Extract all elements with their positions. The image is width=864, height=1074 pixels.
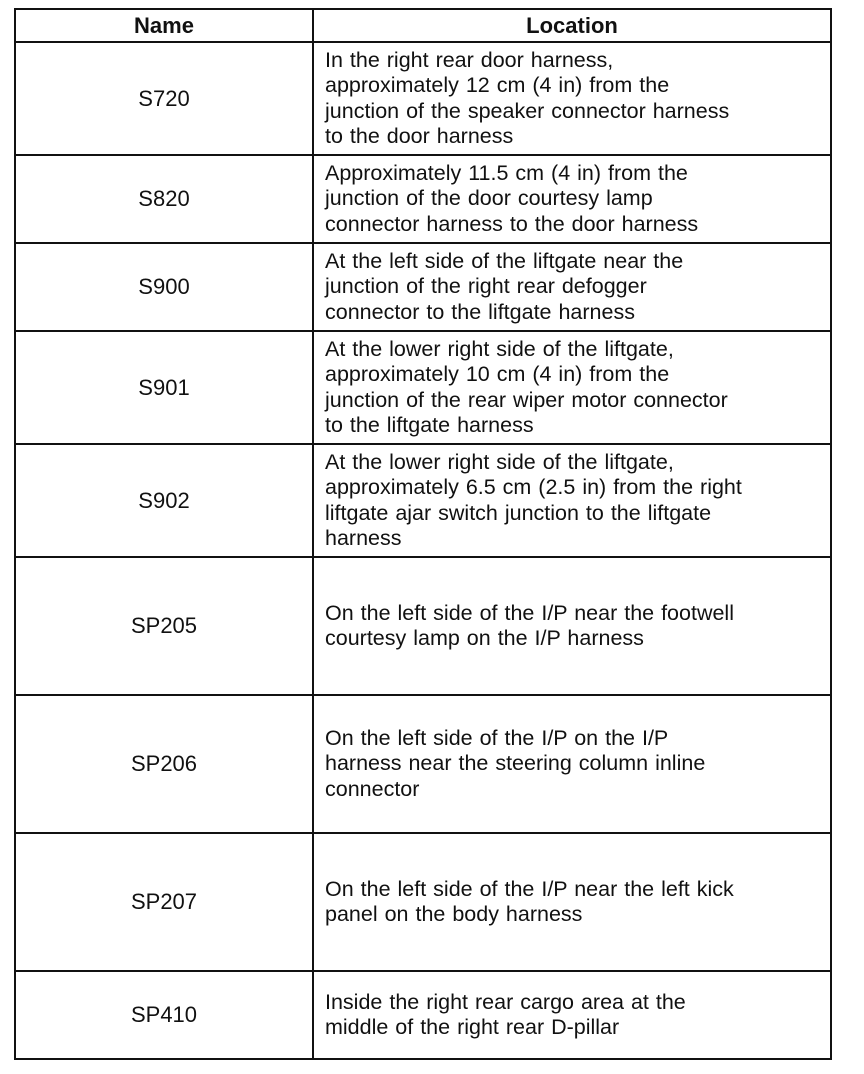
name-column-header: Name	[15, 9, 313, 42]
splice-location	[313, 243, 831, 331]
location-line: connector harness to the door harness	[325, 211, 699, 236]
table-row	[15, 833, 831, 971]
location-line: In the right rear door harness,	[325, 47, 614, 72]
splice-location	[313, 444, 831, 557]
splice-location	[313, 833, 831, 971]
location-line: harness near the steering column inline	[325, 751, 706, 776]
location-line: approximately 12 cm (4 in) from the	[325, 73, 670, 97]
table-row	[15, 42, 831, 155]
table-row	[15, 155, 831, 243]
location-line: Approximately 11.5 cm (4 in) from the	[325, 160, 688, 185]
splice-location	[313, 331, 831, 444]
location-line: On the left side of the I/P near the left kick	[325, 876, 734, 901]
splice-name: S720	[15, 42, 313, 155]
splice-name: SP410	[15, 971, 313, 1059]
location-line: harness	[325, 526, 402, 550]
table-row	[15, 331, 831, 444]
splice-name: SP207	[15, 833, 313, 971]
table-row	[15, 444, 831, 557]
splice-location	[313, 695, 831, 833]
splice-location-table	[14, 8, 832, 1060]
location-line: courtesy lamp on the I/P harness	[325, 626, 644, 650]
location-line: middle of the right rear D-pillar	[325, 1015, 620, 1039]
location-line: Inside the right rear cargo area at the	[325, 989, 686, 1014]
location-column-header: Location	[313, 9, 831, 42]
location-line: to the door harness	[325, 124, 514, 148]
location-line: On the left side of the I/P on the I/P	[325, 725, 669, 750]
location-line: connector to the liftgate harness	[325, 299, 635, 324]
table-row	[15, 557, 831, 695]
splice-name: S900	[15, 243, 313, 331]
splice-location	[313, 42, 831, 155]
location-line: At the left side of the liftgate near the	[325, 248, 684, 273]
splice-location	[313, 557, 831, 695]
splice-name: SP206	[15, 695, 313, 833]
splice-name: SP205	[15, 557, 313, 695]
table-row	[15, 243, 831, 331]
location-line: junction of the rear wiper motor connector	[325, 387, 728, 412]
location-line: At the lower right side of the liftgate,	[325, 336, 674, 361]
splice-name: S902	[15, 444, 313, 557]
splice-name: S820	[15, 155, 313, 243]
location-line: panel on the body harness	[325, 902, 583, 926]
splice-name: S901	[15, 331, 313, 444]
location-line: approximately 10 cm (4 in) from the	[325, 362, 670, 386]
table-row	[15, 971, 831, 1059]
location-line: At the lower right side of the liftgate,	[325, 449, 674, 474]
location-line: junction of the right rear defogger	[325, 274, 647, 299]
header-row	[15, 9, 831, 42]
location-line: junction of the door courtesy lamp	[325, 186, 653, 211]
splice-location	[313, 971, 831, 1059]
location-line: liftgate ajar switch junction to the liftgate	[325, 500, 712, 525]
location-line: On the left side of the I/P near the footwell	[325, 600, 734, 625]
location-line: connector	[325, 776, 420, 801]
location-line: approximately 6.5 cm (2.5 in) from the right	[325, 475, 742, 499]
table-row	[15, 695, 831, 833]
location-line: to the liftgate harness	[325, 413, 534, 437]
location-line: junction of the speaker connector harness	[325, 98, 730, 123]
splice-location	[313, 155, 831, 243]
